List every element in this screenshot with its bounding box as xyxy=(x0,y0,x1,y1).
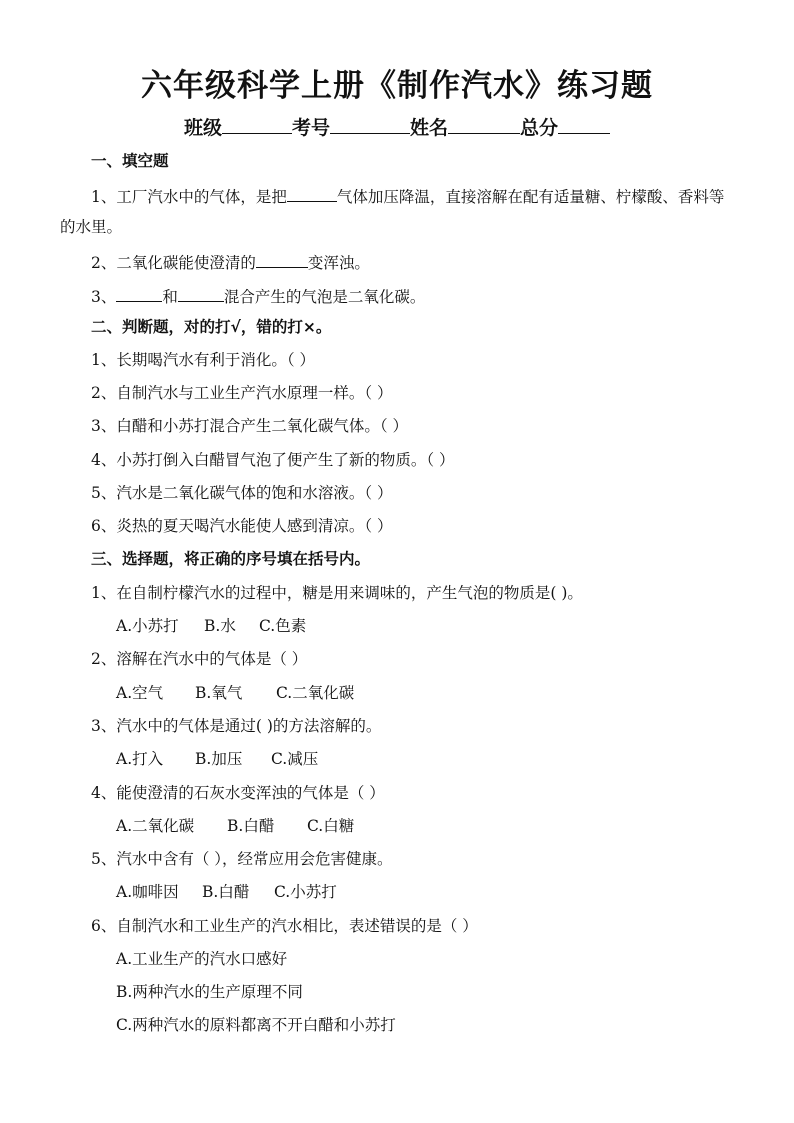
mc-question-5: 5、汽水中含有（ ），经常应用会危害健康。 xyxy=(91,850,393,868)
mc-q5-options xyxy=(116,881,337,903)
class-blank[interactable] xyxy=(222,113,292,134)
fill-q3-blank-1[interactable] xyxy=(116,283,162,302)
mc-q1-option-a[interactable]: A.小苏打 xyxy=(116,617,179,635)
mc-q5-option-a[interactable]: A.咖啡因 xyxy=(116,883,179,901)
name-blank[interactable] xyxy=(448,113,520,134)
tf-item-4[interactable]: 4、小苏打倒入白醋冒气泡了便产生了新的物质。（ ） xyxy=(91,451,455,469)
mc-q3-option-c[interactable]: C.减压 xyxy=(271,750,319,768)
mc-question-6: 6、自制汽水和工业生产的汽水相比，表述错误的是（ ） xyxy=(91,917,478,935)
fill-q3-text-b: 和 xyxy=(162,288,178,306)
fill-q1-text-b: 气体加压降温，直接溶解在配有适量糖、柠檬酸、香料等 xyxy=(336,188,725,206)
mc-question-3: 3、汽水中的气体是通过( )的方法溶解的。 xyxy=(91,717,382,735)
mc-q6-option-a[interactable]: A.工业生产的汽水口感好 xyxy=(116,950,288,968)
tf-item-6[interactable]: 6、炎热的夏天喝汽水能使人感到清凉。（ ） xyxy=(91,517,393,535)
mc-q6-option-c[interactable]: C.两种汽水的原料都离不开白醋和小苏打 xyxy=(116,1016,396,1034)
tf-item-2[interactable]: 2、自制汽水与工业生产汽水原理一样。（ ） xyxy=(91,384,393,402)
fill-q2-text-a: 2、二氧化碳能使澄清的 xyxy=(91,254,256,272)
mc-q3-options xyxy=(116,748,318,770)
fill-question-3 xyxy=(91,283,425,308)
tf-item-5[interactable]: 5、汽水是二氧化碳气体的饱和水溶液。（ ） xyxy=(91,484,393,502)
mc-q4-option-a[interactable]: A.二氧化碳 xyxy=(116,817,195,835)
fill-q1-blank[interactable] xyxy=(287,183,337,202)
fill-question-2 xyxy=(91,249,370,274)
mc-question-2: 2、溶解在汽水中的气体是（ ） xyxy=(91,650,308,668)
mc-question-4: 4、能使澄清的石灰水变浑浊的气体是（ ） xyxy=(91,784,385,802)
score-label: 总分 xyxy=(520,117,559,139)
mc-q4-option-b[interactable]: B.白醋 xyxy=(227,817,275,835)
number-label: 考号 xyxy=(291,117,330,139)
name-label: 姓名 xyxy=(410,117,449,139)
fill-q1-text-a: 1、工厂汽水中的气体，是把 xyxy=(91,188,287,206)
mc-q2-option-c[interactable]: C.二氧化碳 xyxy=(276,684,355,702)
fill-q2-blank[interactable] xyxy=(256,249,308,268)
mc-q1-option-b[interactable]: B.水 xyxy=(204,617,236,635)
mc-q3-option-b[interactable]: B.加压 xyxy=(195,750,243,768)
mc-q5-option-c[interactable]: C.小苏打 xyxy=(274,883,337,901)
mc-q2-options xyxy=(116,682,354,704)
fill-q2-text-b: 变浑浊。 xyxy=(307,254,370,272)
mc-q1-options xyxy=(116,615,306,637)
mc-q3-option-a[interactable]: A.打入 xyxy=(116,750,164,768)
mc-question-1: 1、在自制柠檬汽水的过程中，糖是用来调味的，产生气泡的物质是( )。 xyxy=(91,584,583,602)
tf-item-3[interactable]: 3、白醋和小苏打混合产生二氧化碳气体。（ ） xyxy=(91,417,409,435)
tf-item-1[interactable]: 1、长期喝汽水有利于消化。（ ） xyxy=(91,351,316,369)
page-title: 六年级科学上册《制作汽水》练习题 xyxy=(141,68,653,104)
mc-q4-options xyxy=(116,815,354,837)
score-blank[interactable] xyxy=(558,113,610,134)
section-true-false-heading: 二、判断题，对的打√，错的打×。 xyxy=(91,318,332,336)
class-label: 班级 xyxy=(183,117,222,139)
mc-q2-option-b[interactable]: B.氧气 xyxy=(195,684,243,702)
fill-q3-text-a: 3、 xyxy=(91,288,117,306)
fill-q3-blank-2[interactable] xyxy=(178,283,224,302)
mc-q5-option-b[interactable]: B.白醋 xyxy=(202,883,250,901)
student-info-line xyxy=(0,113,794,140)
mc-q6-option-b[interactable]: B.两种汽水的生产原理不同 xyxy=(116,983,303,1001)
fill-q3-text-c: 混合产生的气泡是二氧化碳。 xyxy=(223,288,426,306)
fill-q1-continued: 的水里。 xyxy=(60,218,123,236)
section-multiple-choice-heading: 三、选择题，将正确的序号填在括号内。 xyxy=(91,550,371,568)
section-fill-blank-heading: 一、填空题 xyxy=(91,152,169,170)
mc-q2-option-a[interactable]: A.空气 xyxy=(116,684,164,702)
mc-q4-option-c[interactable]: C.白糖 xyxy=(307,817,355,835)
fill-question-1 xyxy=(91,183,724,208)
number-blank[interactable] xyxy=(330,113,410,134)
mc-q1-option-c[interactable]: C.色素 xyxy=(259,617,307,635)
